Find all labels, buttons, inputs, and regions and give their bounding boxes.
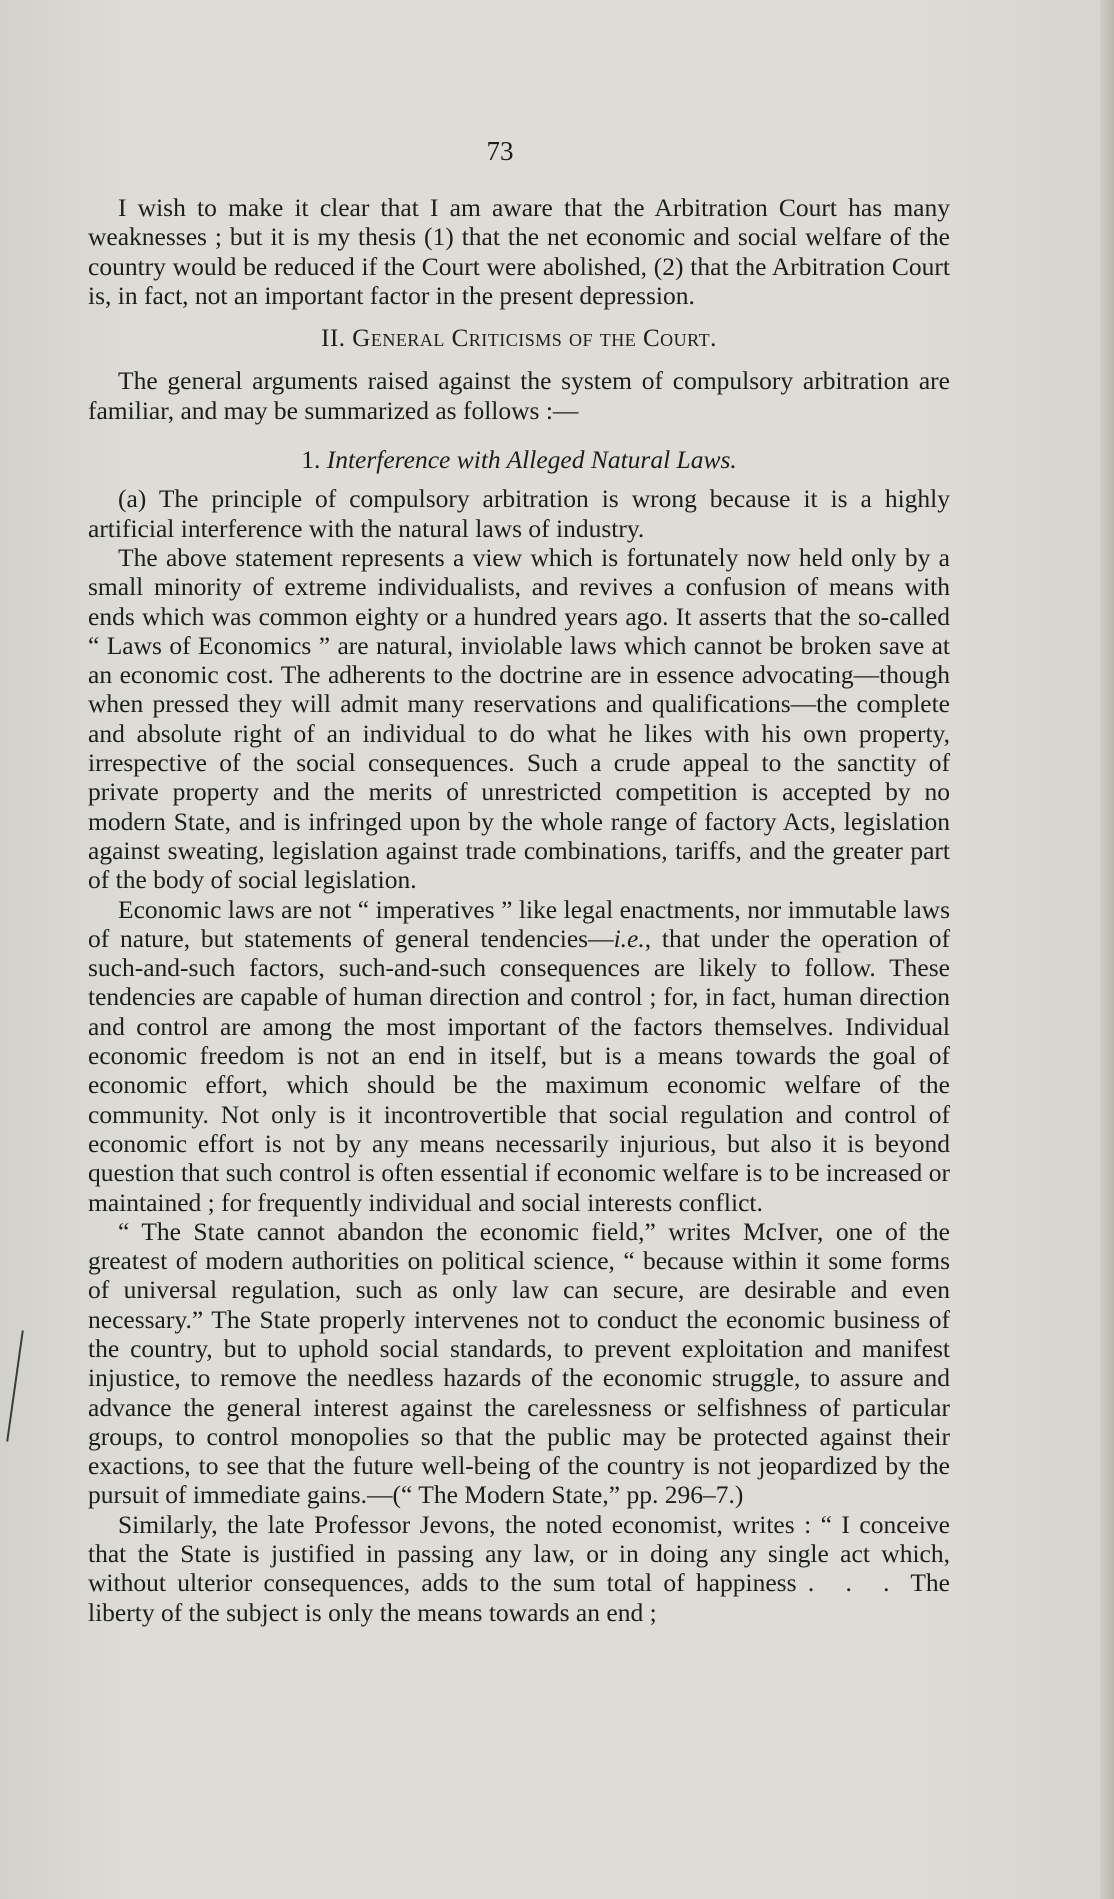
sub-heading — [88, 445, 950, 474]
margin-pencil-mark — [6, 1330, 24, 1441]
point-a-text: The principle of compulsory arbitration is wrong because it is a highly artificial interference with the natural laws of industry. — [88, 484, 950, 543]
section-intro-paragraph: The general arguments raised against the system of compulsory arbitration are familiar, and may be summarized as follows :— — [88, 366, 950, 425]
point-a-label: (a) — [118, 484, 147, 514]
sub-heading-number: 1. — [301, 445, 321, 475]
paragraph-5-end: The liberty of the subject is only the means towards an end ; — [88, 1568, 950, 1627]
paragraph-5-start: Similarly, the late Professor Jevons, the noted economist, writes : “ I conceive that the State is justified in passing any law, or in doing any single act which, without ulterior consequences, adds to the sum total of happiness — [88, 1509, 950, 1598]
intro-paragraph: I wish to make it clear that I am aware that the Arbitration Court has many weaknesses ; but it is my thesis (1) that the net economic and social welfare of the country would be reduced if the Court were abolished, (2) that the Arbitration Court is, in fact, not an important factor in the present depression. — [88, 193, 950, 310]
point-a-paragraph — [88, 484, 950, 543]
page-number: 73 — [486, 136, 514, 166]
section-heading: II. General Criticisms of the Court. — [321, 325, 717, 353]
body-text — [88, 193, 950, 1627]
paragraph-3 — [88, 895, 950, 1217]
paragraph-5-ellipsis: . . . — [807, 1568, 900, 1598]
paragraph-5 — [88, 1510, 950, 1627]
paragraph-2: The above statement represents a view which is fortunately now held only by a small minority of extreme individualists, and revives a confusion of means with ends which was common eighty or a hundred years ago. It asserts that the so-called “ Laws of Economics ” are natural, inviolable laws which cannot be broken save at an economic cost. The adherents to the doctrine are in essence advocating—though when pressed they will admit many reservations and qualifications—the complete and absolute right of an individual to do what he likes with his own property, irrespective of the social consequences. Such a crude appeal to the sanctity of private property and the merits of unrestricted competition is accepted by no modern State, and is infringed upon by the whole range of factory Acts, legislation against sweating, legislation against trade combinations, tariffs, and the greater part of the body of social legislation. — [88, 542, 950, 895]
paragraph-3-ie: i.e. — [613, 923, 645, 953]
paragraph-4: “ The State cannot abandon the economic field,” writes McIver, one of the greatest of modern authorities on political science, “ because within it some forms of universal regulation, such as only law can secure, are desirable and even necessary.” The State properly intervenes not to conduct the economic business of the country, but to uphold social standards, to prevent exploitation and manifest injustice, to remove the needless hazards of the economic struggle, to assure and advance the general interest against the carelessness or selfishness of particular groups, to control monopolies so that the public may be protected against their exactions, to see that the future well-being of the country is not jeopardized by the pursuit of immediate gains.—(“ The Modern State,” pp. 296–7.) — [88, 1216, 950, 1510]
page-edge — [1100, 0, 1114, 1899]
paragraph-3-start: Economic laws are not “ imperatives ” like legal enactments, nor immutable laws of nature, but statements of general tendencies— — [88, 894, 950, 953]
sub-heading-title: Interference with Alleged Natural Laws. — [326, 445, 737, 475]
paragraph-3-rest: , that under the operation of such-and-such factors, such-and-such consequences are likely to follow. These tendencies are capable of human direction and control ; for, in fact, human direction and control are among the most important of the factors themselves. Individual economic freedom is not an end in itself, but is a means towards the goal of economic effort, which should be the maximum economic welfare of the community. Not only is it incontrovertible that social regulation and control of economic effort is not by any means necessarily injurious, but also it is beyond question that such control is often essential if economic welfare is to be increased or maintained ; for frequently individual and social interests conflict. — [88, 923, 950, 1217]
